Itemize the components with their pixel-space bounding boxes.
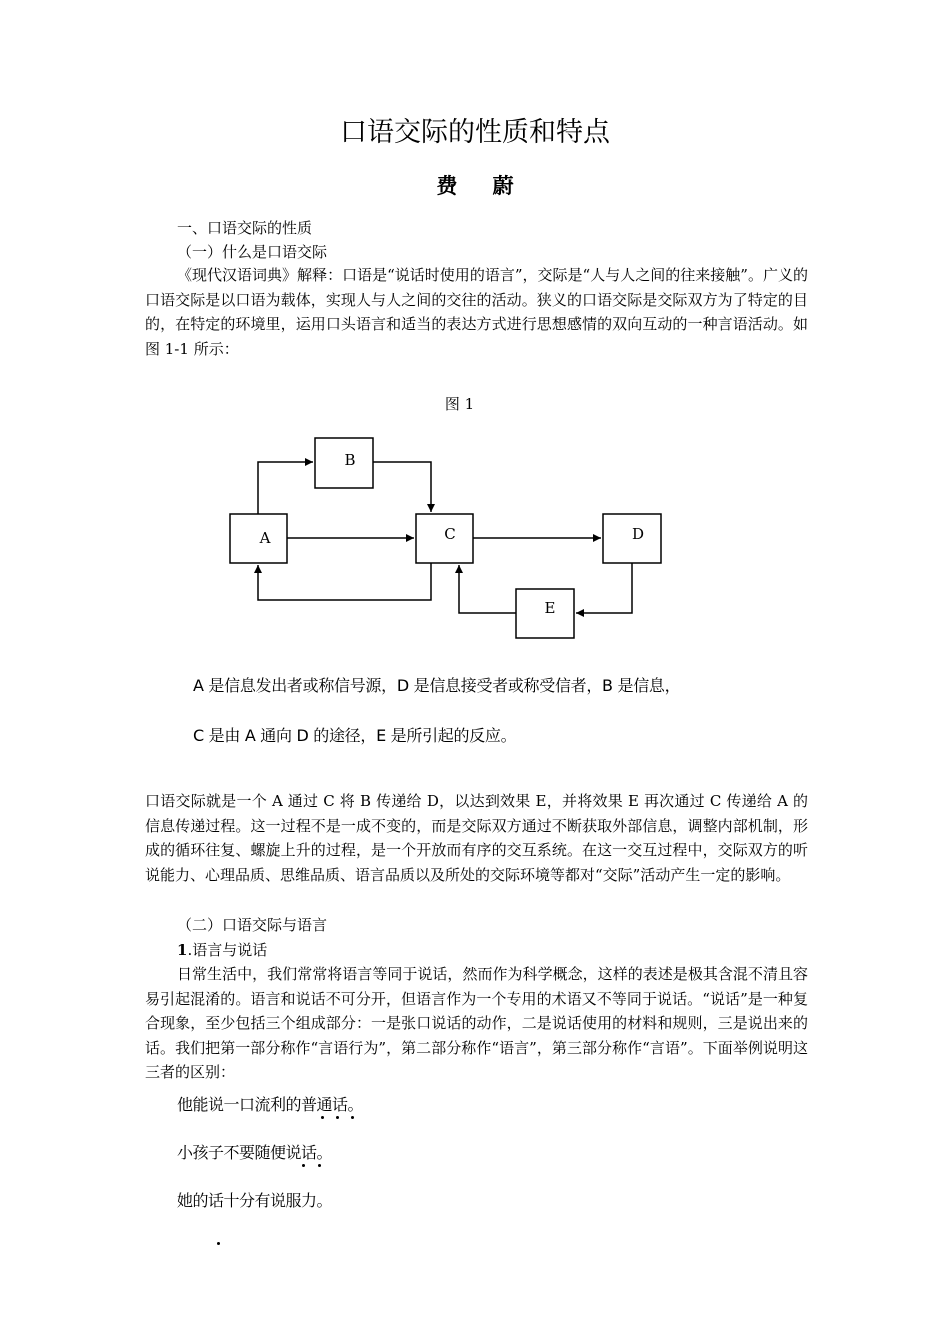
paragraph-process: 口语交际就是一个 A 通过 C 将 B 传递给 D，以达到效果 E，并将效果 E 再次通过 C 传递给 A 的信息传递过程。这一过程不是一成不变的，而是交际双方通过不断获取外部信息，调整内部机制，形成的循环往复、螺旋上升的过程，是一个开放而有序的交互系统。在这一交互过程中，交际双方的听说能力、心理品质、思维品质、语言品质以及所处的交际环境等都对“交际”活动产生一定的影响。 bbox=[145, 792, 808, 884]
figure-legend-line-2: C 是由 A 通向 D 的途径，E 是所引起的反应。 bbox=[193, 726, 517, 745]
example-sentence-3: 她的话十分有说服力。 bbox=[177, 1191, 333, 1210]
edge-b-to-c bbox=[373, 462, 431, 512]
emphasis-dot bbox=[351, 1116, 354, 1119]
point-number: 1 bbox=[177, 941, 188, 959]
example-sentence-2: 小孩子不要随便说话。 bbox=[177, 1143, 333, 1162]
figure-caption: 图 1 bbox=[444, 395, 475, 413]
emphasis-dot bbox=[217, 1242, 220, 1245]
node-b-label: B bbox=[344, 451, 356, 469]
node-d-label: D bbox=[631, 525, 645, 543]
edge-e-to-c bbox=[459, 565, 516, 613]
section-heading-1: 一、口语交际的性质 bbox=[177, 219, 313, 237]
point-heading-1 bbox=[177, 938, 267, 962]
emphasis-dot bbox=[318, 1164, 321, 1167]
emphasis-dot bbox=[336, 1116, 339, 1119]
node-a-label: A bbox=[259, 529, 271, 547]
example-sentence-1: 他能说一口流利的普通话。 bbox=[177, 1095, 364, 1114]
emphasis-dot bbox=[321, 1116, 324, 1119]
edge-c-to-a bbox=[258, 563, 431, 600]
node-a-box bbox=[230, 514, 287, 563]
edge-d-to-e bbox=[576, 563, 632, 613]
node-e-label: E bbox=[544, 599, 556, 617]
paragraph-definition: 《现代汉语词典》解释：口语是“说话时使用的语言”，交际是“人与人之间的往来接触”。广义的口语交际是以口语为载体，实现人与人之间的交往的活动。狭义的口语交际是交际双方为了特定的目的，在特定的环境里，运用口头语言和适当的表达方式进行思想感情的双向互动的一种言语活动。如图 1-1 所示： bbox=[145, 266, 808, 358]
subsection-heading-2: （二）口语交际与语言 bbox=[177, 916, 328, 934]
node-c-label: C bbox=[444, 525, 456, 543]
subsection-heading-1: （一）什么是口语交际 bbox=[177, 243, 328, 261]
author-name: 费 蔚 bbox=[436, 174, 528, 198]
page-title: 口语交际的性质和特点 bbox=[340, 117, 610, 148]
point-title: .语言与说话 bbox=[187, 941, 268, 959]
edge-a-to-b bbox=[258, 462, 313, 514]
emphasis-dot bbox=[302, 1164, 305, 1167]
figure-legend-line-1: A 是信息发出者或称信号源，D 是信息接受者或称受信者，B 是信息， bbox=[193, 676, 681, 695]
paragraph-language-speech: 日常生活中，我们常常将语言等同于说话，然而作为科学概念，这样的表述是极其含混不清且容易引起混淆的。语言和说话不可分开，但语言作为一个专用的术语又不等同于说话。“说话”是一种复合现象，至少包括三个组成部分：一是张口说话的动作，二是说话使用的材料和规则，三是说出来的话。我们把第一部分称作“言语行为”，第二部分称作“语言”，第三部分称作“言语”。下面举例说明这三者的区别： bbox=[145, 965, 808, 1081]
